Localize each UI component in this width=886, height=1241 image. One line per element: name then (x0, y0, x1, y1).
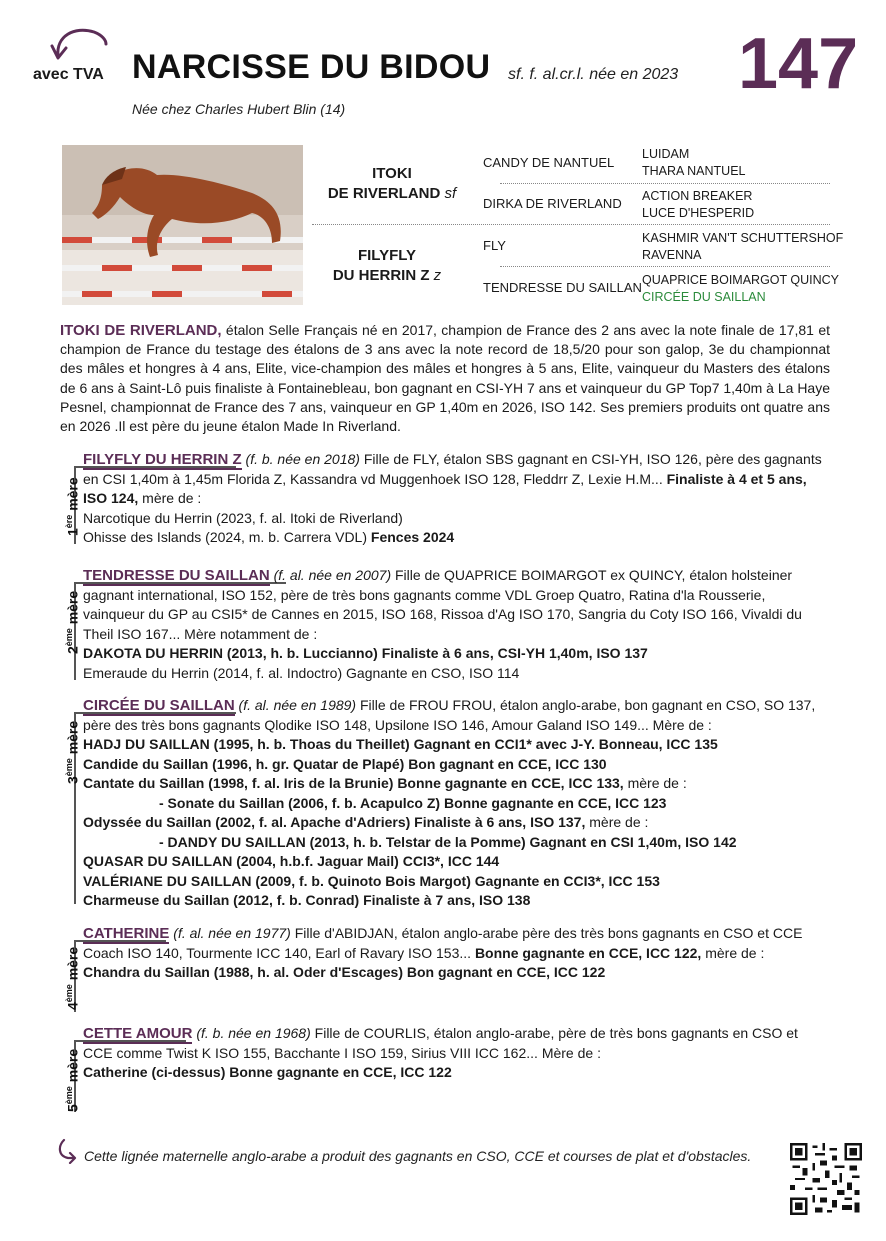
pedigree-divider (312, 224, 830, 225)
sire-description: ITOKI DE RIVERLAND, étalon Selle Français né en 2017, champion de France des 2 ans avec la note finale de 17,81 et champion de France du testage des étalons de 3 ans avec la note record de 18,5/20 pour son galop, 3e du championnat des mâles et hongres à 4 ans, Elite, vice-champion des mâles et hongres à 5 ans, Elite, vainqueur du Masters des étalons de 6 ans à Saint-Lô puis finaliste à Fontainebleau, bon gagnant en CSI-YH 7 ans et vainqueur du GP Top7 1,40m à La Haye Pesnel, championnat de France des 7 ans, vainqueur en GP 1,40m en 2026, ISO 142. Ses premiers produits ont quatre ans en 2026 .Il est père du jeune étalon Made In Riverland. (60, 322, 830, 435)
horse-jumping-photo (62, 145, 303, 305)
qr-code-icon[interactable] (790, 1143, 862, 1215)
pedigree-sss: LUIDAM (642, 147, 690, 161)
pedigree-dam-sire: FLY (483, 238, 506, 253)
breeder: Née chez Charles Hubert Blin (14) (132, 101, 346, 117)
third-dam-section: 3ème mère CIRCÉE DU SAILLAN (f. al. née en 1989) Fille de FROU FROU, étalon anglo-arabe, bon gagnant en CSO, SO 137, père des très bons gagnants Qlodike ISO 148, Upsilone ISO 146, Amour Galand ISO 149... Mère de : HADJ DU SAILLAN (1995, h. b. Thoas du Theillet) Gagnant en CCI1* avec J-Y. Bonneau, ICC 135 Candide du Saillan (1996, h. gr. Quatar de Plapé) Bon gagnant en CCE, ICC 130 Cantate du Saillan (1998, f. al. Iris de la Brunie) Bonne gagnante en CCE, ICC 133, mère de : - Sonate du Saillan (2006, f. b. Acapulco Z) Bonne gagnante en CCE, ICC 123 Odyssée du Saillan (2002, f. al. Apache d'Adriers) Finaliste à 6 ans, ISO 137, mère de : - DANDY DU SAILLAN (2013, h. b. Telstar de la Pomme) Gagnant en CSI 1,40m, ISO 142 QUASAR DU SAILLAN (2004, h.b.f. Jaguar Mail) CCI3*, ICC 144 VALÉRIANE DU SAILLAN (2009, f. b. Quinoto Bois Margot) Gagnante en CCI3*, ICC 153 Charmeuse du Saillan (2012, f. b. Conrad) Finaliste à 7 ans, ISO 138 (60, 696, 830, 906)
second-dam-text: TENDRESSE DU SAILLAN (f. al. née en 2007) Fille de QUAPRICE BOIMARGOT ex QUINCY, étalon holsteiner gagnant international, ISO 152, père de très bons gagnants comme VDL Groep Quatro, Ratina d'la Rousserie, vainqueur du GP au CSI5* de Cannes en 2015, ISO 168, Rissoa d'Ag ISO 170, Sangria du Coty ISO 166, Vivaldi du Theil ISO 167... Mère notamment de : DAKOTA DU HERRIN (2013, h. b. Luccianno) Finaliste à 6 ans, CSI-YH 1,40m, ISO 137 Emeraude du Herrin (2014, f. al. Indoctro) Gagnante en CSO, ISO 114 (83, 567, 802, 681)
pedigree-dss: KASHMIR VAN'T SCHUTTERSHOF (642, 231, 844, 245)
pedigree-sds: ACTION BREAKER (642, 189, 753, 203)
fourth-dam-section: 4ème mère CATHERINE (f. al. née en 1977) Fille d'ABIDJAN, étalon anglo-arabe père des très bons gagnants en CSO et CCE Coach ISO 140, Tourmente ICC 140, Earl of Ravary ISO 153... Bonne gagnante en CCE, ICC 122, mère de : Chandra du Saillan (1988, h. al. Oder d'Escages) Bon gagnant en CCE, ICC 122 (60, 924, 830, 1014)
pedigree-dam: FILYFLY DU HERRIN Z z (332, 247, 442, 285)
pedigree-sire-sire: CANDY DE NANTUEL (483, 155, 615, 170)
pedigree-divider (500, 266, 830, 267)
tva-label: avec TVA (33, 66, 104, 83)
footer-note: Cette lignée maternelle anglo-arabe a produit des gagnants en CSO, CCE et courses de plat et d'obstacles. (84, 1148, 752, 1164)
horse-name: NARCISSE DU BIDOU (132, 48, 491, 86)
tva-curved-arrow-icon (50, 22, 110, 66)
pedigree-ssd: THARA NANTUEL (642, 164, 746, 178)
pedigree-dds: QUAPRICE BOIMARGOT QUINCY (642, 273, 840, 287)
note-curved-arrow-icon (56, 1138, 78, 1164)
pedigree-sdd: LUCE D'HESPERID (642, 206, 755, 220)
pedigree-sire-dam: DIRKA DE RIVERLAND (483, 196, 622, 211)
lot-number: 147 (738, 24, 859, 104)
pedigree-dsd: RAVENNA (642, 248, 702, 262)
fifth-dam-section: 5ème mère CETTE AMOUR (f. b. née en 1968) Fille de COURLIS, étalon anglo-arabe, père de très bons gagnants en CSO et CCE comme Twist K ISO 155, Bacchante I ISO 159, Sirius VIII ICC 162... Mère de : Catherine (ci-dessus) Bonne gagnante en CCE, ICC 122 (60, 1024, 830, 1114)
fourth-dam-text: CATHERINE (f. al. née en 1977) Fille d'ABIDJAN, étalon anglo-arabe père des très bons gagnants en CSO et CCE Coach ISO 140, Tourmente ICC 140, Earl of Ravary ISO 153... Bonne gagnante en CCE, ICC 122, mère de : Chandra du Saillan (1988, h. al. Oder d'Escages) Bon gagnant en CCE, ICC 122 (83, 925, 803, 980)
pedigree-divider (500, 183, 830, 184)
first-dam-text: FILYFLY DU HERRIN Z (f. b. née en 2018) Fille de FLY, étalon SBS gagnant en CSI-YH, ISO 126, père des gagnants en CSI 1,40m à 1,45m Florida Z, Kassandra vd Muggenhoek ISO 128, Fleddrr Z, Lexie H.M... Finaliste à 4 et 5 ans, ISO 124, mère de : Narcotique du Herrin (2023, f. al. Itoki de Riverland) Ohisse des Islands (2024, m. b. Carrera VDL) Fences 2024 (83, 451, 822, 545)
pedigree-sire: ITOKI DE RIVERLAND sf (327, 165, 457, 203)
second-dam-section: 2ème mère TENDRESSE DU SAILLAN (f. al. née en 2007) Fille de QUAPRICE BOIMARGOT ex QUINCY, étalon holsteiner gagnant international, ISO 152, père de très bons gagnants comme VDL Groep Quatro, Ratina d'la Rousserie, vainqueur du GP au CSI5* de Cannes en 2015, ISO 168, Rissoa d'Ag ISO 170, Sangria du Coty ISO 166, Vivaldi du Theil ISO 167... Mère notamment de : DAKOTA DU HERRIN (2013, h. b. Luccianno) Finaliste à 6 ans, CSI-YH 1,40m, ISO 137 Emeraude du Herrin (2014, f. al. Indoctro) Gagnante en CSO, ISO 114 (60, 566, 830, 681)
pedigree-dam-dam: TENDRESSE DU SAILLAN (483, 280, 642, 295)
horse-info: sf. f. al.cr.l. née en 2023 (508, 66, 679, 83)
fifth-dam-text: CETTE AMOUR (f. b. née en 1968) Fille de COURLIS, étalon anglo-arabe, père de très bons gagnants en CSO et CCE comme Twist K ISO 155, Bacchante I ISO 159, Sirius VIII ICC 162... Mère de : Catherine (ci-dessus) Bonne gagnante en CCE, ICC 122 (83, 1025, 798, 1080)
first-dam-section: 1ère mère FILYFLY DU HERRIN Z (f. b. née en 2018) Fille de FLY, étalon SBS gagnant en CSI-YH, ISO 126, père des gagnants en CSI 1,40m à 1,45m Florida Z, Kassandra vd Muggenhoek ISO 128, Fleddrr Z, Lexie H.M... Finaliste à 4 et 5 ans, ISO 124, mère de : Narcotique du Herrin (2023, f. al. Itoki de Riverland) Ohisse des Islands (2024, m. b. Carrera VDL) Fences 2024 (60, 450, 830, 545)
third-dam-text: CIRCÉE DU SAILLAN (f. al. née en 1989) Fille de FROU FROU, étalon anglo-arabe, bon gagnant en CSO, SO 137, père des très bons gagnants Qlodike ISO 148, Upsilone ISO 146, Amour Galand ISO 149... Mère de : HADJ DU SAILLAN (1995, h. b. Thoas du Theillet) Gagnant en CCI1* avec J-Y. Bonneau, ICC 135 Candide du Saillan (1996, h. gr. Quatar de Plapé) Bon gagnant en CCE, ICC 130 Cantate du Saillan (1998, f. al. Iris de la Brunie) Bonne gagnante en CCE, ICC 133, mère de : - Sonate du Saillan (2006, f. b. Acapulco Z) Bonne gagnante en CCE, ICC 123 Odyssée du Saillan (2002, f. al. Apache d'Adriers) Finaliste à 6 ans, ISO 137, mère de : - DANDY DU SAILLAN (2013, h. b. Telstar de la Pomme) Gagnant en CSI 1,40m, ISO 142 QUASAR DU SAILLAN (2004, h.b.f. Jaguar Mail) CCI3*, ICC 144 VALÉRIANE DU SAILLAN (2009, f. b. Quinoto Bois Margot) Gagnante en CCI3*, ICC 153 Charmeuse du Saillan (2012, f. b. Conrad) Finaliste à 7 ans, ISO 138 (83, 697, 816, 908)
pedigree-ddd: CIRCÉE DU SAILLAN (642, 290, 766, 304)
